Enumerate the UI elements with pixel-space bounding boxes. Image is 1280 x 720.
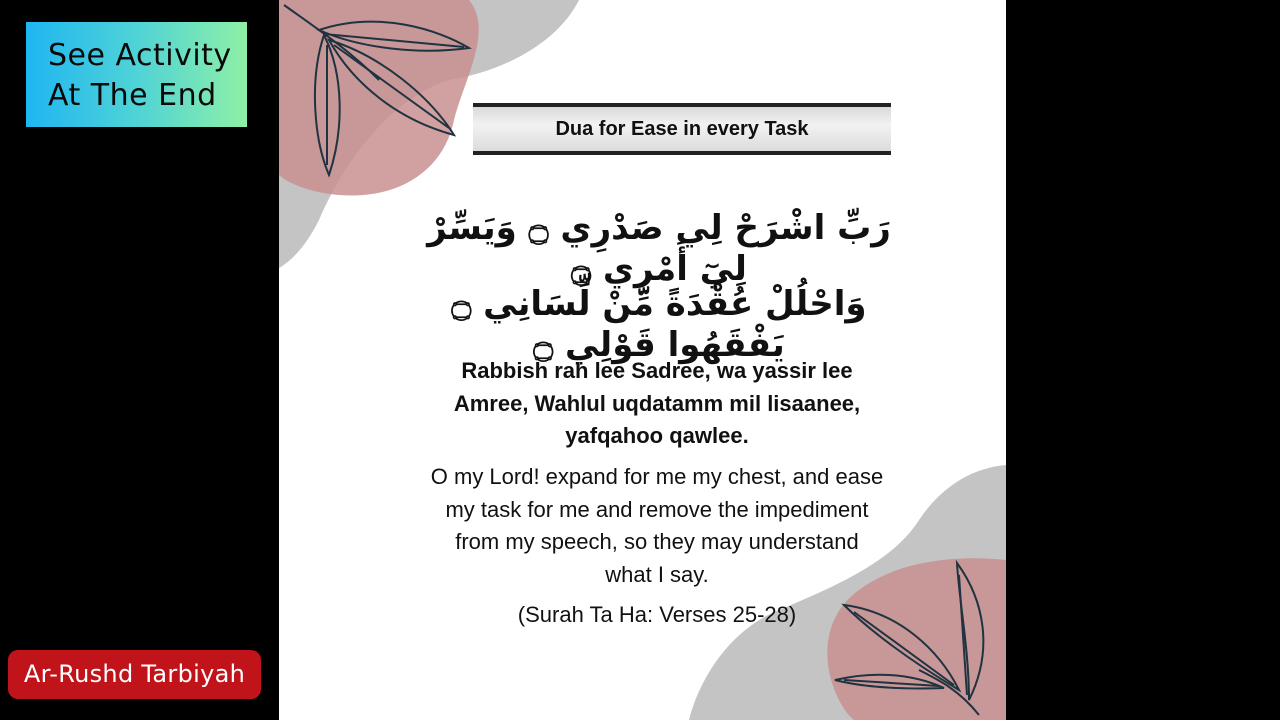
transliteration-line: Amree, Wahlul uqdatamm mil lisaanee,: [453, 390, 861, 416]
translation-line: what I say.: [605, 561, 709, 587]
see-activity-badge: [26, 22, 247, 127]
badge-line-1: See Activity: [48, 38, 232, 73]
dua-card: [279, 0, 1006, 720]
translation-line: from my speech, so they may understand: [455, 529, 859, 554]
translation-line: my task for me and remove the impediment: [445, 496, 869, 522]
channel-name-badge: Ar-Rushd Tarbiyah: [8, 650, 261, 699]
arabic-verse-line-2: وَاحْلُلْ عُقْدَةً مِّنْ لِّسَانِي ۝ يَفْقَهُوا قَوْلِي ۝: [451, 284, 867, 365]
translation-text: [379, 461, 935, 591]
transliteration-text: [389, 355, 925, 453]
arabic-verse-line-1: رَبِّ اشْرَحْ لِي صَدْرِي ۝ وَيَسِّرْ لِيٓ أَمْرِي ۝: [427, 208, 891, 289]
badge-line-2: At The End: [48, 78, 217, 113]
translation-line: O my Lord! expand for me my chest, and ease: [430, 464, 884, 489]
transliteration-line: Rabbish rah lee Sadree, wa yassir lee: [461, 358, 853, 383]
dua-title: Dua for Ease in every Task: [473, 103, 891, 155]
surah-reference: (Surah Ta Ha: Verses 25-28): [517, 602, 797, 627]
transliteration-line: yafqahoo qawlee.: [565, 423, 749, 448]
